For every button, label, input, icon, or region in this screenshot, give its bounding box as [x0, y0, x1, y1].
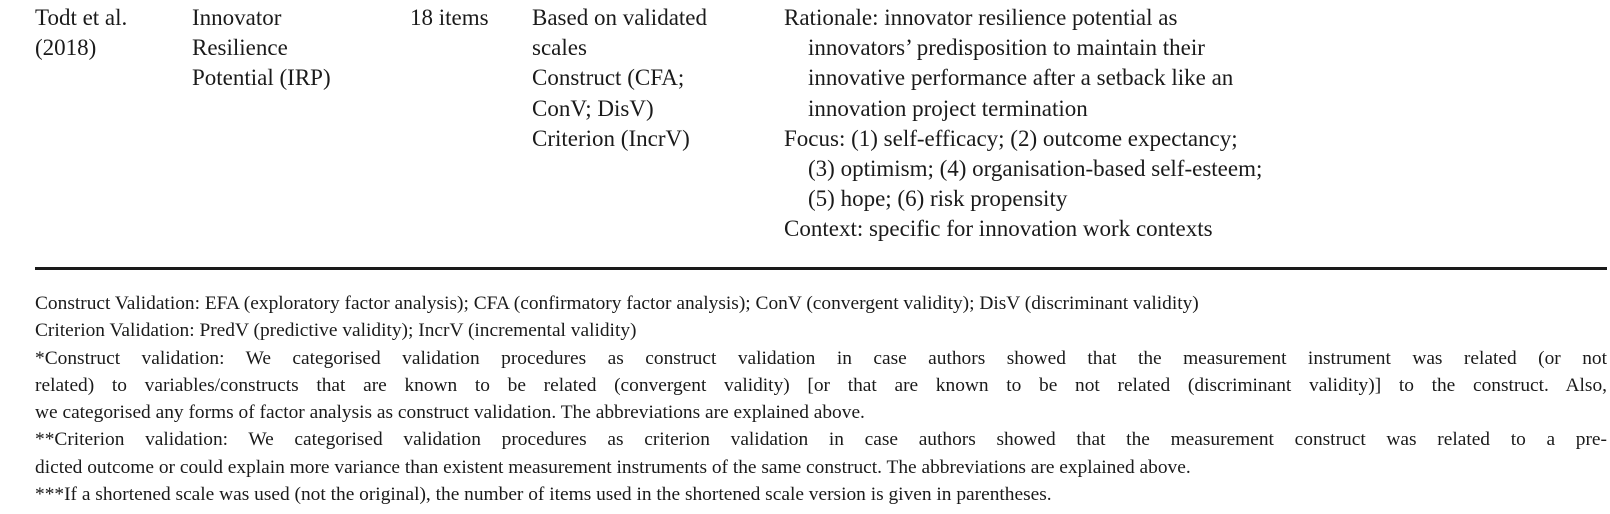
construct-note-line: related) to variables/constructs that are known to be related (convergent validity) [or that are known to be not related (discriminant validity)] to the construct. Also, [35, 374, 1607, 396]
author-year: (2018) [35, 35, 97, 61]
construct-note-line: *Construct validation: We categorised validation procedures as construct validation in case authors showed that the measurement instrument was related (or not [35, 347, 1607, 369]
validation-cell [532, 3, 772, 154]
description-line: (3) optimism; (4) organisation-based self-esteem; [808, 156, 1263, 182]
criterion-note-line: **Criterion validation: We categorised validation procedures as criterion validation in case authors showed that the measurement construct was related to a pre- [35, 429, 1607, 451]
instrument-cell [192, 3, 392, 94]
author-line: Todt et al. [35, 5, 128, 30]
table-footnotes [35, 290, 1607, 508]
items-count: 18 items [410, 5, 489, 30]
validation-line: Construct (CFA; [532, 65, 685, 91]
validation-line: Criterion (IncrV) [532, 125, 690, 151]
description-line: (5) hope; (6) risk propensity [808, 186, 1068, 212]
construct-note-line: we categorised any forms of factor analysis as construct validation. The abbreviations are explained above. [35, 402, 865, 424]
description-line: Focus: (1) self-efficacy; (2) outcome expectancy; [784, 125, 1238, 151]
author-cell [35, 3, 175, 63]
instrument-line: Resilience [192, 35, 288, 61]
criterion-note-line: dicted outcome or could explain more variance than existent measurement instruments of the same construct. The abbreviations are explained above. [35, 456, 1191, 478]
validation-line: scales [532, 35, 587, 61]
description-line: Context: specific for innovation work contexts [784, 216, 1213, 242]
validation-line: Based on validated [532, 5, 708, 30]
instrument-line: Potential (IRP) [192, 65, 331, 91]
criterion-abbreviations: Criterion Validation: PredV (predictive validity); IncrV (incremental validity) [35, 320, 637, 342]
description-line: Rationale: innovator resilience potential as [784, 5, 1178, 30]
instrument-line: Innovator [192, 5, 282, 30]
shortened-scale-note: ***If a shortened scale was used (not the original), the number of items used in the shortened scale version is given in parentheses. [35, 484, 1052, 506]
validation-line: ConV; DisV) [532, 95, 654, 121]
description-cell [784, 3, 1584, 245]
construct-abbreviations: Construct Validation: EFA (exploratory factor analysis); CFA (confirmatory factor analysis); ConV (convergent validity); DisV (discriminant validity) [35, 293, 1199, 314]
description-line: innovation project termination [808, 95, 1088, 121]
description-line: innovators’ predisposition to maintain their [808, 35, 1205, 61]
table-bottom-rule [35, 267, 1607, 270]
description-line: innovative performance after a setback like an [808, 65, 1234, 91]
items-cell [410, 3, 510, 33]
